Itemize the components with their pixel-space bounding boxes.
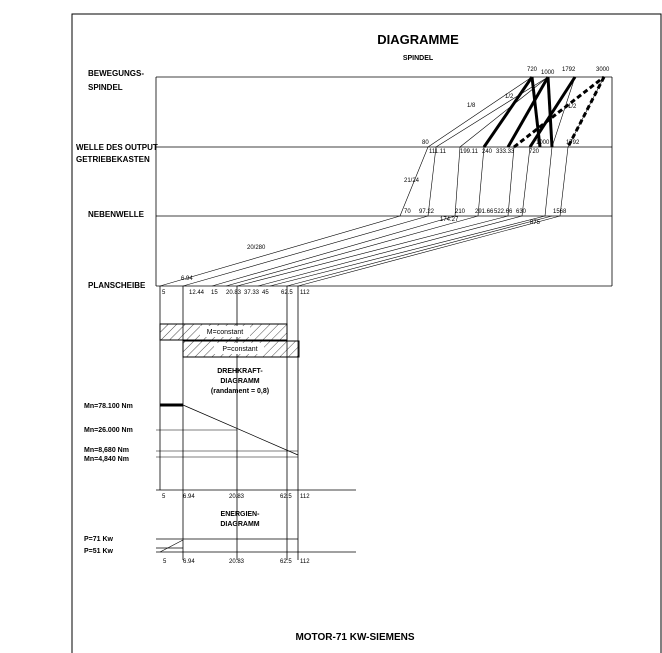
level-label-gearbox-1: WELLE DES OUTPUT — [76, 143, 158, 152]
gearbox-value: 80 — [422, 140, 429, 146]
energy-curve — [156, 539, 356, 552]
faceplate-value: 37.33 — [244, 290, 260, 296]
level-label-countershaft: NEBENWELLE — [88, 210, 144, 219]
faceplate-value: 62.5 — [281, 290, 293, 296]
torque-axis-value: 62.5 — [280, 494, 292, 500]
faceplate-value: 112 — [300, 290, 310, 296]
ratio-label: 20/280 — [247, 245, 266, 251]
spindle-value: 720 — [527, 67, 538, 73]
torque-diagram-title: DIAGRAMM — [220, 378, 260, 385]
torque-axis-value: 20.83 — [229, 494, 245, 500]
gearbox-value: 1792 — [566, 140, 580, 146]
p-constant-label: P=constant — [222, 346, 258, 353]
gearbox-value: 240 — [482, 149, 493, 155]
gearbox-value: 333.33 — [496, 149, 515, 155]
torque-axis-value: 112 — [300, 494, 310, 500]
torque-diagram-title: DREHKRAFT- — [217, 368, 263, 375]
countershaft-value: 97.22 — [419, 209, 435, 215]
faceplate-value: 6.94 — [181, 276, 193, 282]
ratio-label: 21/24 — [404, 178, 420, 184]
gearbox-value: 1000 — [536, 140, 550, 146]
torque-curve — [156, 405, 356, 490]
gearbox-value: 720 — [529, 149, 540, 155]
spindle-value: 3000 — [596, 67, 610, 73]
diagram-title: DIAGRAMME — [377, 32, 459, 47]
countershaft-value: 210 — [455, 209, 466, 215]
countershaft-value: 875 — [530, 220, 541, 226]
spindle-value: 1000 — [541, 70, 555, 76]
mn-label: Mn=78.100 Nm — [84, 403, 133, 410]
torque-diagram-title: (randament = 0,8) — [210, 388, 270, 395]
countershaft-value: 70 — [404, 209, 411, 215]
motor-label: MOTOR-71 KW-SIEMENS — [295, 632, 415, 643]
faceplate-value: 20.83 — [226, 290, 242, 296]
countershaft-value: 522.66 — [494, 209, 513, 215]
energy-axis-value: 6.94 — [183, 559, 195, 565]
countershaft-value: 174.27 — [440, 217, 459, 223]
faceplate-value: 5 — [162, 290, 166, 296]
ratio-label: 1/2 — [505, 94, 514, 100]
speed-rays — [160, 77, 604, 286]
gearbox-value: 199.11 — [460, 149, 478, 155]
energy-axis-value: 62.5 — [280, 559, 292, 565]
faceplate-value: 12.44 — [189, 290, 205, 296]
ratio-label: 1/8 — [467, 103, 476, 109]
level-label-spindle-2: SPINDEL — [88, 83, 123, 92]
level-label-spindle-1: BEWEGUNGS- — [88, 69, 144, 78]
mn-label: Mn=8,680 Nm — [84, 447, 129, 454]
spindle-value: 1792 — [562, 67, 576, 73]
m-constant-label: M=constant — [206, 329, 244, 336]
power-label: P=71 Kw — [84, 536, 113, 543]
torque-axis-value: 5 — [162, 494, 166, 500]
diagram-subtitle: SPINDEL — [402, 55, 434, 62]
speed-diagram-grid — [156, 77, 612, 560]
ratio-label: 1/2 — [568, 104, 577, 110]
gearbox-value: 111.11 — [429, 149, 447, 155]
power-label: P=51 Kw — [84, 548, 113, 555]
level-label-faceplate: PLANSCHEIBE — [88, 281, 146, 290]
torque-axis-value: 6.94 — [183, 494, 195, 500]
energy-axis-value: 5 — [163, 559, 167, 565]
faceplate-value: 15 — [211, 290, 218, 296]
energy-axis-value: 112 — [300, 559, 310, 565]
faceplate-value: 45 — [262, 290, 269, 296]
energy-diagram-title: ENERGIEN- — [220, 511, 260, 518]
mn-label: Mn=4,840 Nm — [84, 456, 129, 463]
energy-diagram-title: DIAGRAMM — [220, 521, 260, 528]
countershaft-value: 1568 — [553, 209, 567, 215]
mn-label: Mn=26.000 Nm — [84, 427, 133, 434]
countershaft-value: 291.66 — [475, 209, 494, 215]
level-label-gearbox-2: GETRIEBEKASTEN — [76, 155, 150, 164]
energy-axis-value: 20.83 — [229, 559, 245, 565]
countershaft-value: 630 — [516, 209, 527, 215]
